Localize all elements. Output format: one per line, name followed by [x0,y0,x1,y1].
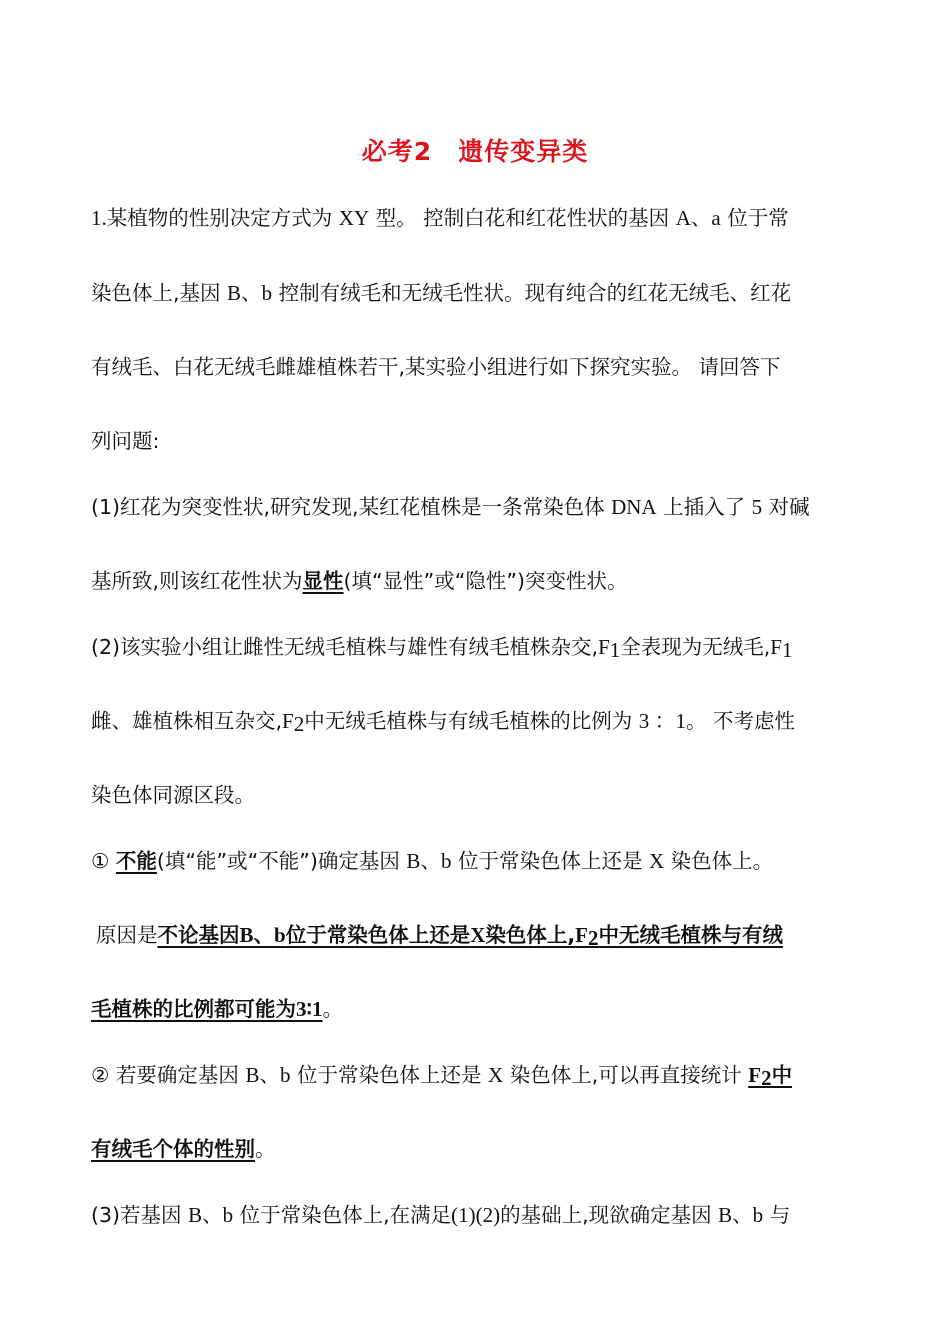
answer-cannot: 不能 [115,849,157,873]
q1-line-3: 有绒毛、白花无绒毛雌雄植株若干,某实验小组进行如下探究实验。 请回答下 [91,355,781,379]
answer-dominant: 显性 [302,569,344,593]
page-title: 必考2 遗传变异类 [361,137,589,166]
answer-count-f2: $F_2$中 [748,1063,793,1090]
sub2-line-1: ② 若要确定基因 B、b 位于常染色体上还是 X 染色体上,可以再直接统计 $F_2$中 [91,1063,793,1090]
q1-line-2: 染色体上,基因 B、b 控制有绒毛和无绒毛性状。现有纯合的红花无绒毛、红花 [91,281,792,305]
part2-line-2: 雌、雄植株相互杂交$,F_2$中无绒毛植株与有绒毛植株的比例为 3 ：1。 不考虑性 [91,709,796,736]
part1-line-2: 基所致,则该红花性状为显性(填“显性”或“隐性”)突变性状。 [91,569,628,593]
part1-line-1: (1)红花为突变性状,研究发现,某红花植株是一条常染色体 DNA 上插入了 5 对碱 [91,495,810,519]
sub1-line-3: 毛植株的比例都可能为3∶1。 [91,997,343,1021]
q1-line-4: 列问题: [91,429,160,453]
q1-line-1: 1.某植物的性别决定方式为 XY 型。 控制白花和红花性状的基因 A、a 位于常 [91,206,789,230]
sub2-line-2: 有绒毛个体的性别。 [91,1137,276,1161]
sub1-line-2: 原因是不论基因B、b位于常染色体上还是X染色体上$,F_2$中无绒毛植株与有绒 [96,923,783,950]
part2-line-1: (2)该实验小组让雌性无绒毛植株与雄性有绒毛植株杂交$,F_1$全表现为无绒毛$,F_1$ [91,635,793,662]
answer-reason: 不论基因B、b位于常染色体上还是X染色体上$,F_2$中无绒毛植株与有绒 [157,923,783,950]
part2-line-3: 染色体同源区段。 [91,783,255,807]
part3-line-1: (3)若基因 B、b 位于常染色体上,在满足(1)(2)的基础上,现欲确定基因 B、b 与 [91,1203,791,1227]
sub1-line-1: ① 不能(填“能”或“不能”)确定基因 B、b 位于常染色体上还是 X 染色体上。 [91,849,774,873]
answer-sex: 有绒毛个体的性别 [91,1137,255,1161]
answer-reason-cont: 毛植株的比例都可能为3∶1 [91,997,323,1021]
